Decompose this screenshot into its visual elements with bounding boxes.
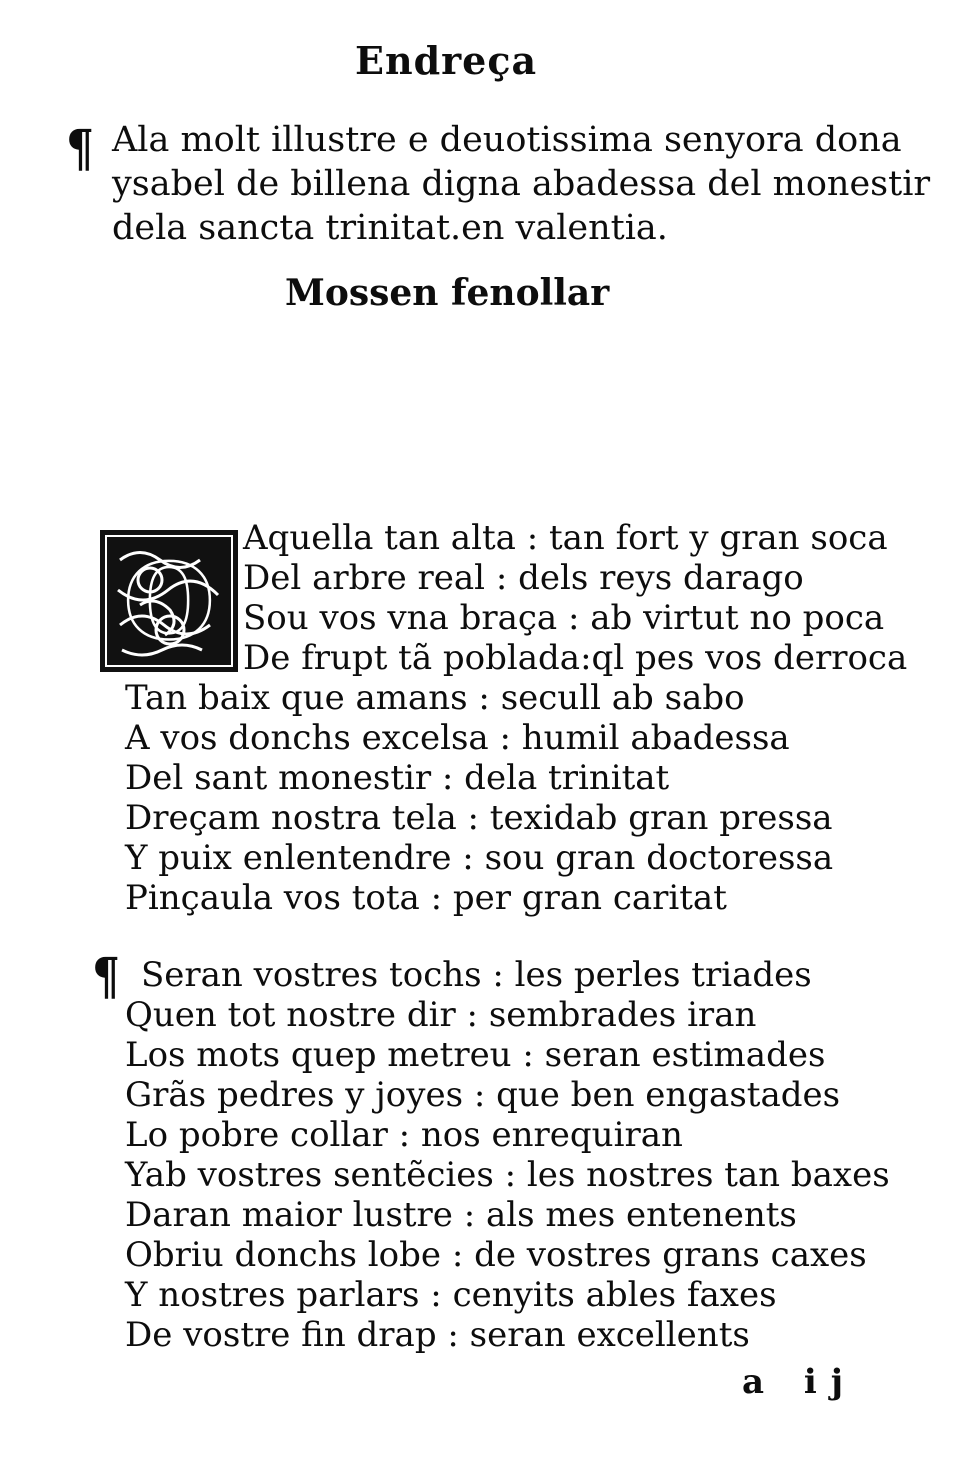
verse-line: Y nostres parlars : cenyits ables faxes [125, 1275, 777, 1315]
verse-line: Del sant monestir : dela trinitat [125, 758, 670, 798]
dedication-line: ysabel de billena digna abadessa del monestir [112, 164, 931, 204]
dedication-line: dela sancta trinitat.en valentia. [112, 208, 668, 248]
verse-line: Lo pobre collar : nos enrequiran [125, 1115, 683, 1155]
dedication-line: Ala molt illustre e deuotissima senyora dona [112, 120, 902, 160]
verse-line: Pinçaula vos tota : per gran caritat [125, 878, 727, 918]
dedication-block [112, 118, 931, 250]
pilcrow-mark: ¶ [66, 120, 94, 179]
pilcrow-mark: ¶ [92, 948, 120, 1007]
verse-line: Grãs pedres y joyes : que ben engastades [125, 1075, 841, 1115]
verse-line: Obriu donchs lobe : de vostres grans caxes [125, 1235, 867, 1275]
stanza-one [125, 518, 908, 918]
verse-line: Los mots quep metreu : seran estimades [125, 1035, 826, 1075]
verse-line: Daran maior lustre : als mes entenents [125, 1195, 797, 1235]
verse-line: Seran vostres tochs : les perles triades [141, 955, 812, 995]
verse-line: Dreçam nostra tela : texidab gran pressa [125, 798, 833, 838]
stanza-two [125, 955, 890, 1355]
signature-mark: a ij [742, 1362, 858, 1402]
author-name: Mossen fenollar [285, 272, 610, 314]
verse-line: Tan baix que amans : secull ab sabo [125, 678, 745, 718]
initial-letter-glyph: O [123, 540, 215, 663]
verse-line: Aquella tan alta : tan fort y gran soca [243, 518, 888, 558]
verse-line: Y puix enlentendre : sou gran doctoressa [125, 838, 834, 878]
verse-line: De frupt tã poblada:ql pes vos derroca [243, 638, 908, 678]
page-heading: Endreça [355, 38, 538, 83]
verse-line: Yab vostres sentẽcies : les nostres tan baxes [125, 1155, 890, 1195]
verse-line: A vos donchs excelsa : humil abadessa [125, 718, 790, 758]
verse-line: De vostre fin drap : seran excellents [125, 1315, 750, 1355]
verse-line: Quen tot nostre dir : sembrades iran [125, 995, 757, 1035]
verse-line: Del arbre real : dels reys darago [243, 558, 804, 598]
verse-line: Sou vos vna braça : ab virtut no poca [243, 598, 885, 638]
